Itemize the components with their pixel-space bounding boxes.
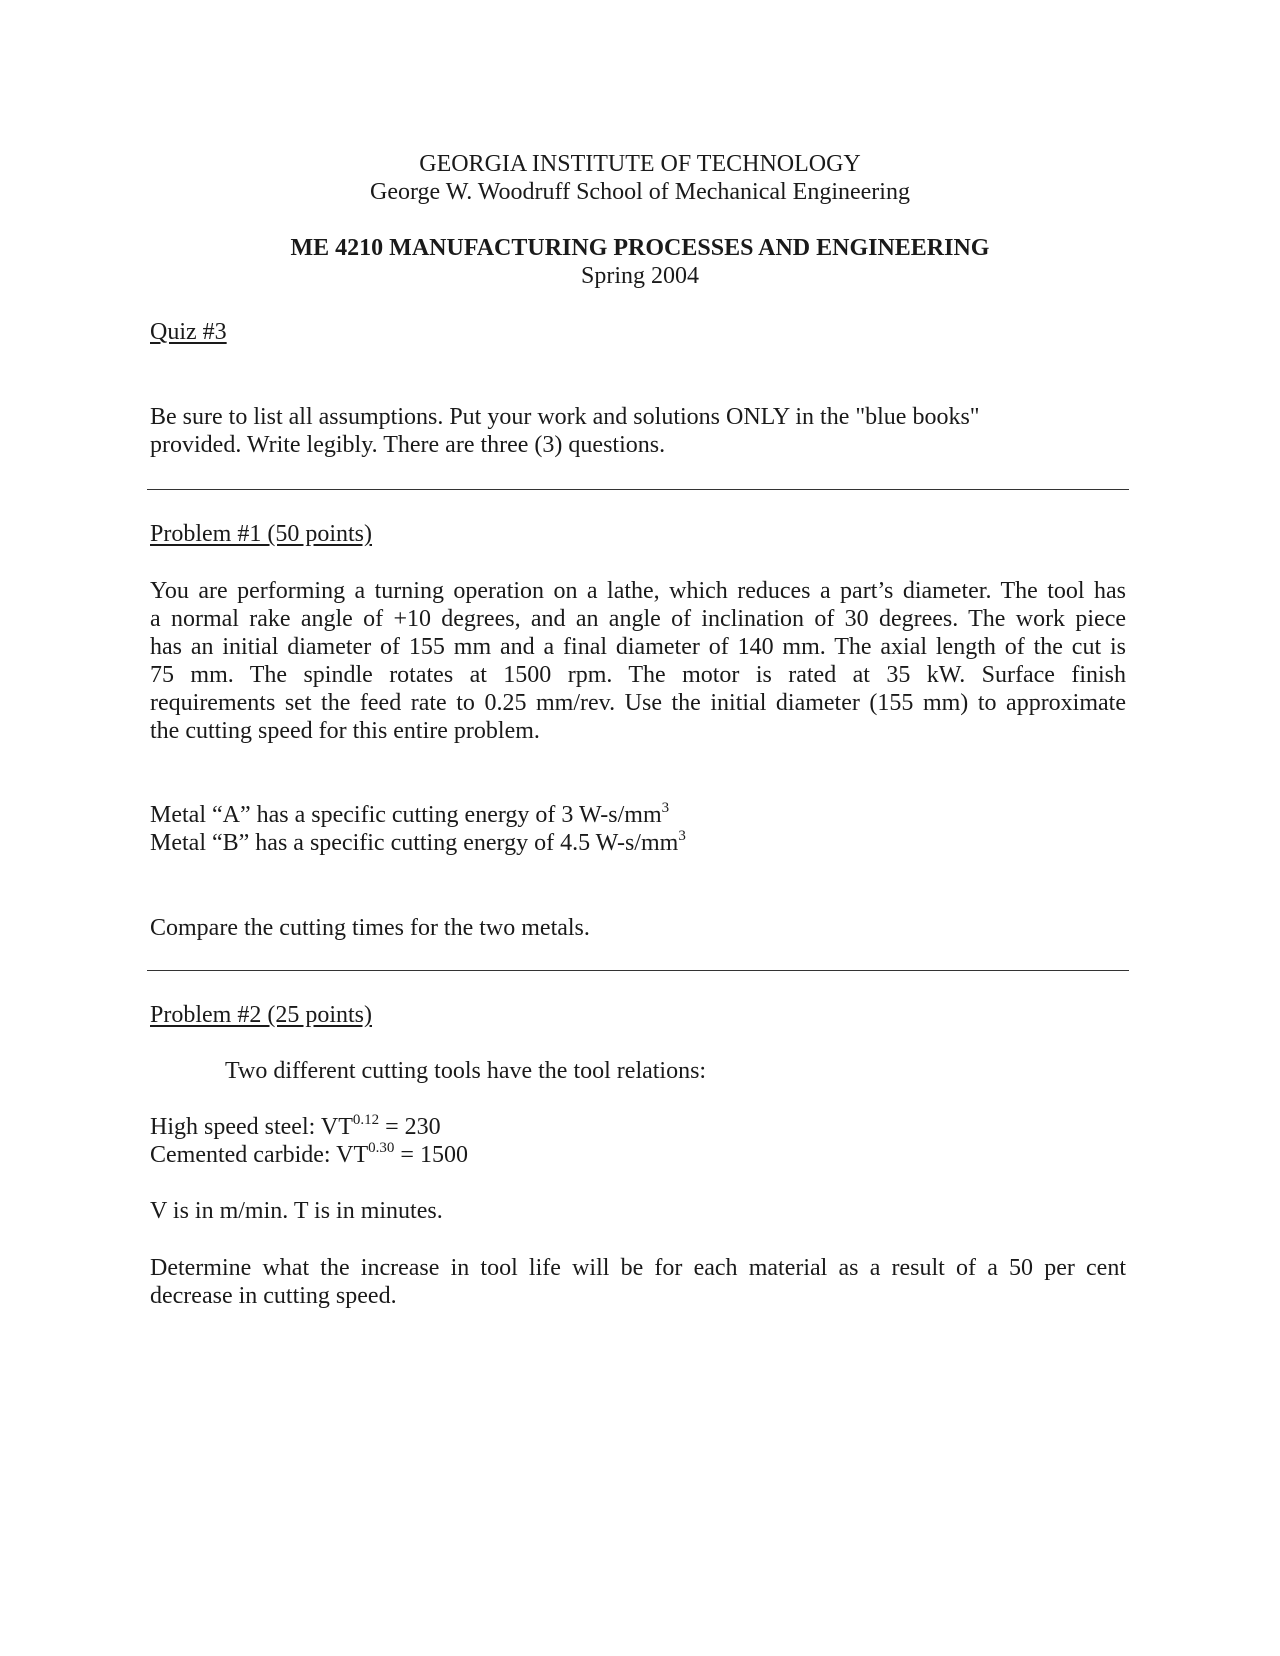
problem-2-task [150, 1254, 1126, 1310]
units-note: V is in m/min. T is in minutes. [150, 1198, 443, 1224]
paragraph-line: You are performing a turning operation on a lathe, which reduces a part’s diameter. The tool has [150, 578, 1126, 604]
divider-rule [147, 970, 1129, 971]
metal-energies [150, 801, 1126, 857]
carbide-relation: Cemented carbide: $VT^{0.30} = 1500$ [150, 1140, 468, 1168]
instructions [150, 403, 1126, 459]
hss-relation: High speed steel: $VT^{0.12} = 230$ [150, 1112, 441, 1140]
divider-rule [147, 489, 1129, 490]
task-line: decrease in cutting speed. [150, 1283, 397, 1309]
paragraph-line: the cutting speed for this entire problem. [150, 718, 540, 744]
problem-1-paragraph [150, 577, 1126, 745]
term: Spring 2004 [580, 263, 699, 289]
institution-name: GEORGIA INSTITUTE OF TECHNOLOGY [419, 151, 861, 177]
task-line: Determine what the increase in tool life will be for each material as a result of a 50 per cent [150, 1255, 1126, 1281]
metal-b-energy: Metal “B” has a specific cutting energy of 4.5 $W-s/mm^3$ [150, 828, 686, 856]
problem-1-task: Compare the cutting times for the two metals. [150, 915, 590, 941]
paragraph-line: 75 mm. The spindle rotates at 1500 rpm. The motor is rated at 35 kW. Surface finish [150, 662, 1126, 688]
quiz-title: Quiz #3 [150, 319, 227, 345]
tool-relations [150, 1113, 1126, 1169]
paragraph-line: has an initial diameter of 155 mm and a final diameter of 140 mm. The axial length of the cut is [150, 634, 1126, 660]
problem-1-title: Problem #1 (50 points) [150, 521, 372, 547]
problem-2-intro: Two different cutting tools have the tool relations: [225, 1058, 707, 1084]
paragraph-line: requirements set the feed rate to 0.25 mm/rev. Use the initial diameter (155 mm) to approximate [150, 690, 1126, 716]
school-name: George W. Woodruff School of Mechanical Engineering [370, 179, 910, 205]
metal-a-energy: Metal “A” has a specific cutting energy of 3 $W-s/mm^3$ [150, 800, 670, 828]
paragraph-line: a normal rake angle of +10 degrees, and an angle of inclination of 30 degrees. The work piece [150, 606, 1126, 632]
instructions-line: provided. Write legibly. There are three (3) questions. [150, 432, 666, 458]
instructions-line: Be sure to list all assumptions. Put your work and solutions ONLY in the "blue books" [150, 404, 980, 430]
course-title: ME 4210 MANUFACTURING PROCESSES AND ENGINEERING [290, 235, 990, 261]
problem-2-title: Problem #2 (25 points) [150, 1002, 372, 1028]
